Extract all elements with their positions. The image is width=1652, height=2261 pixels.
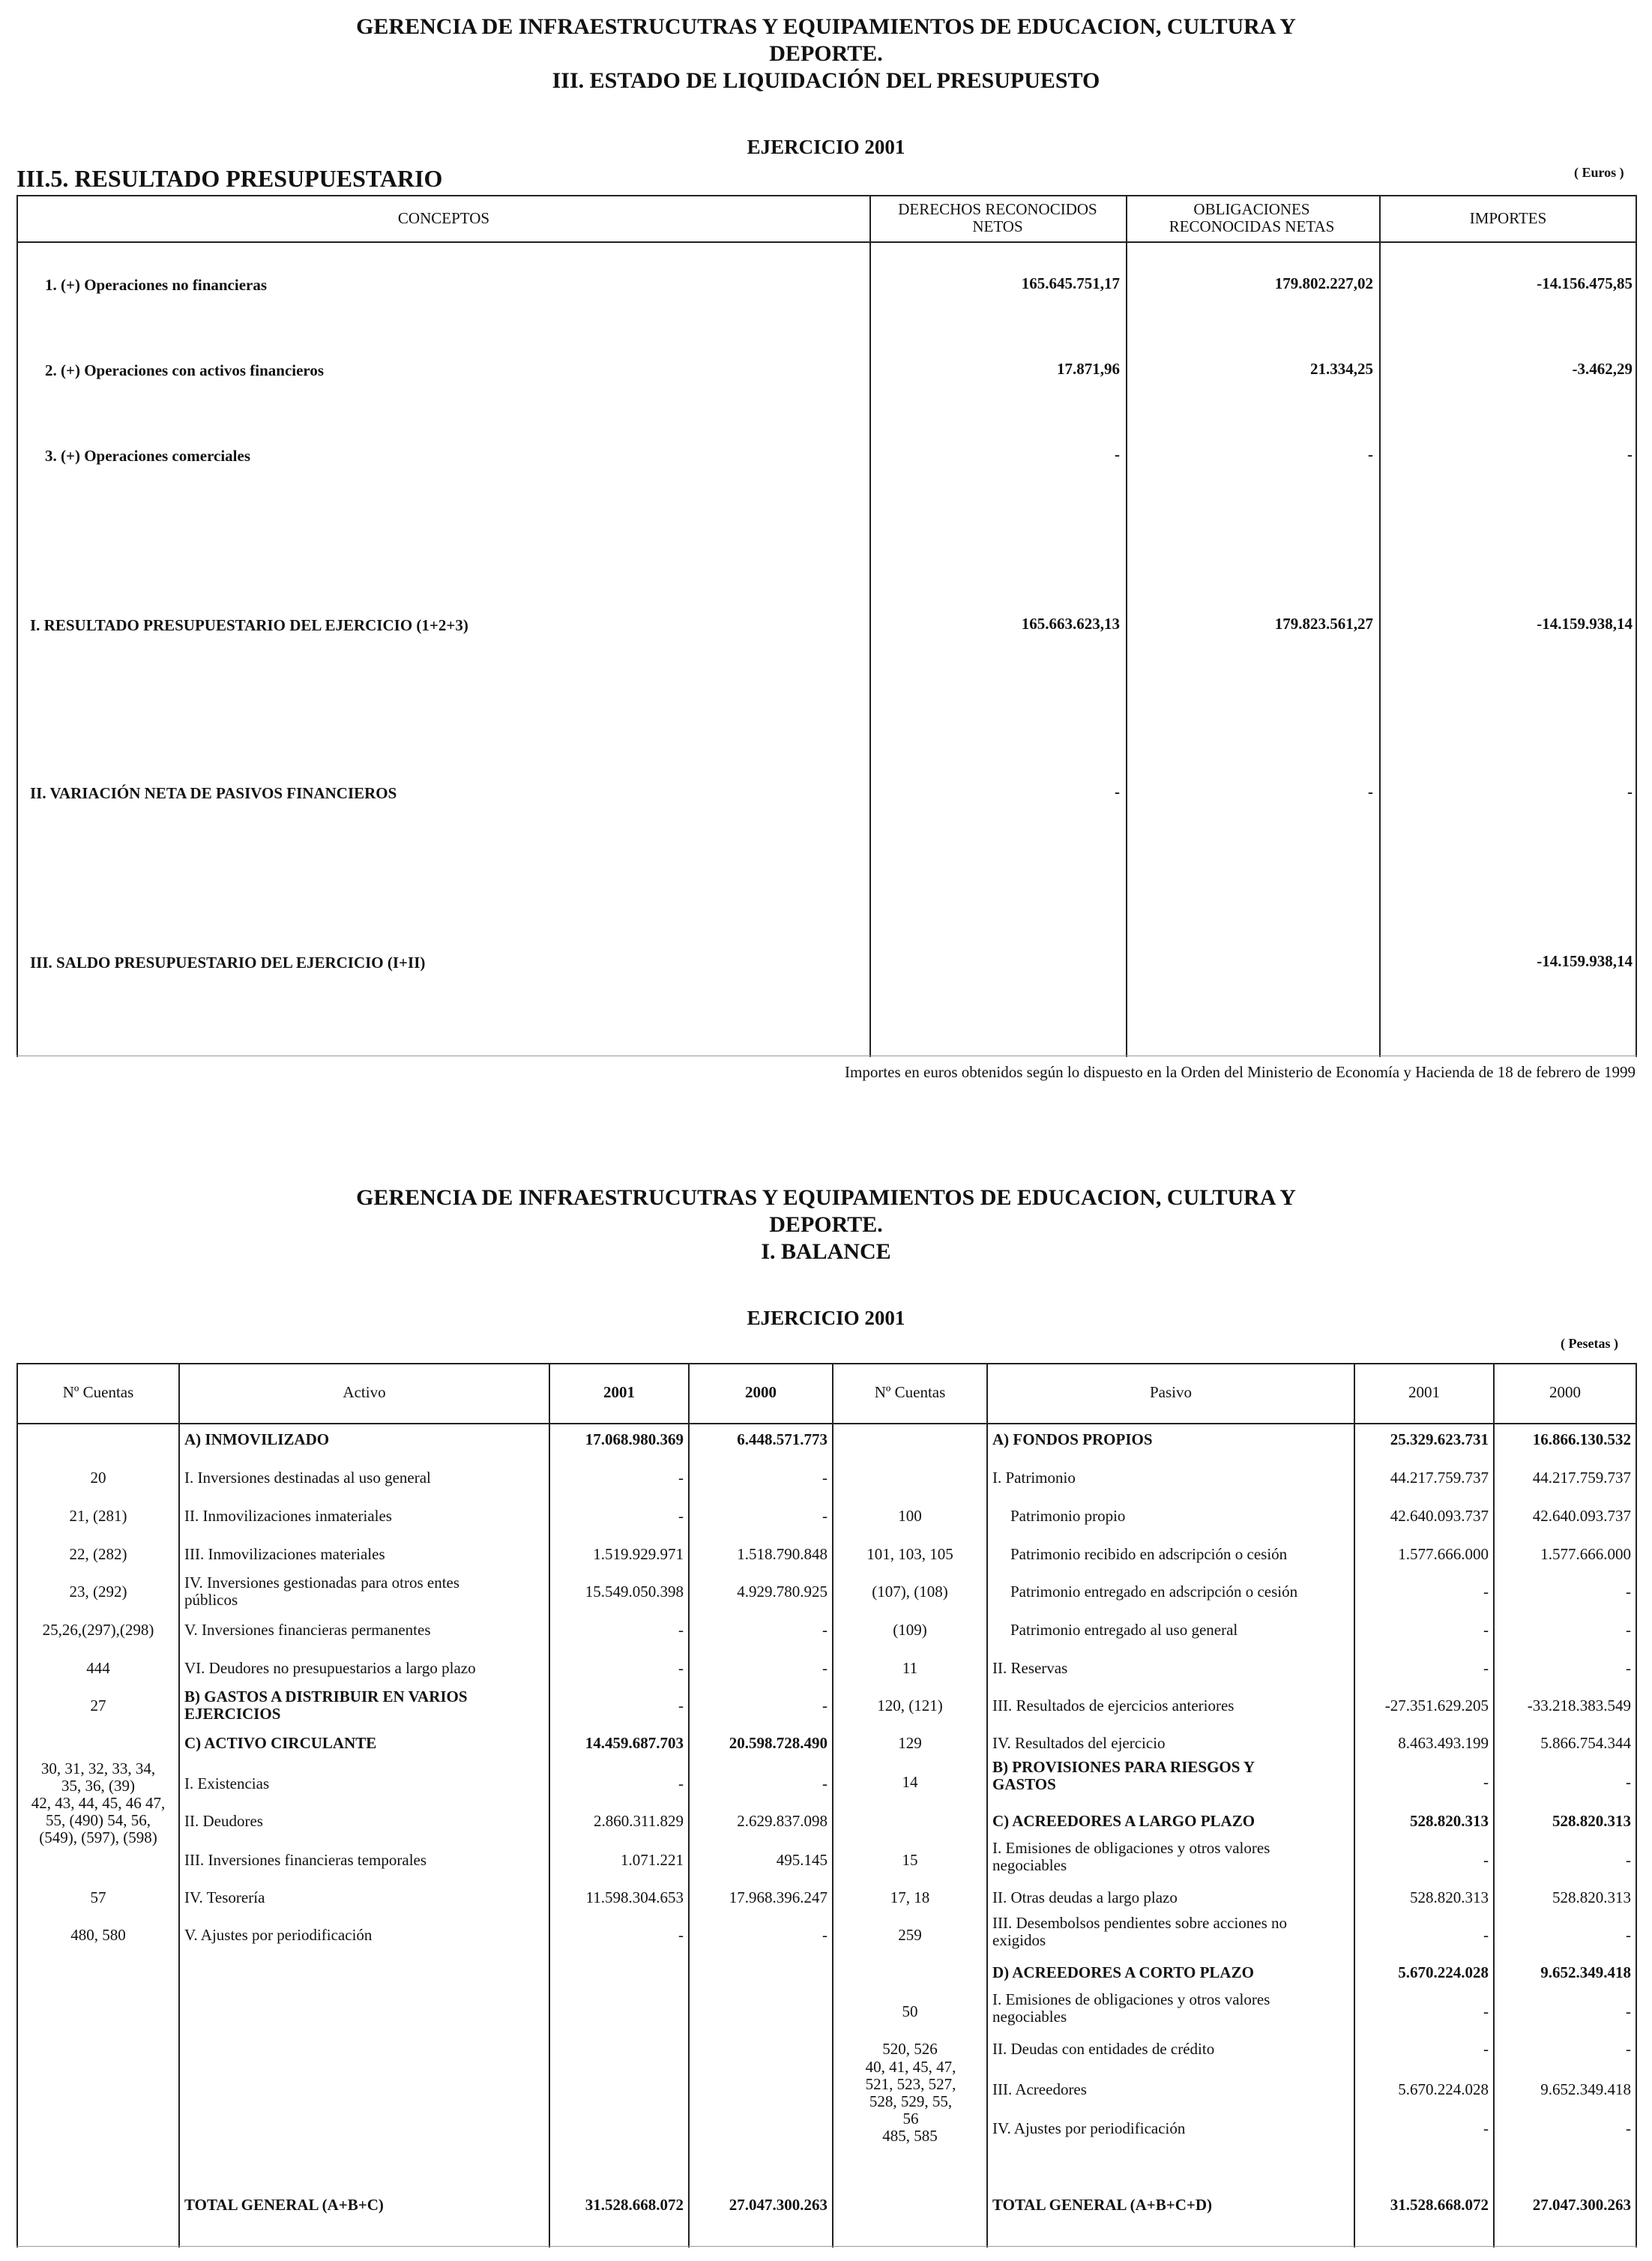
pasivo-cuentas: 129 — [898, 1734, 922, 1752]
activo-concepto: V. Ajustes por periodificación — [184, 1926, 373, 1944]
pasivo-2001: 528.820.313 — [1410, 1888, 1489, 1906]
importes: -14.159.938,14 — [1537, 952, 1633, 970]
activo-concepto: IV. Tesorería — [184, 1888, 265, 1906]
importes: -14.156.475,85 — [1537, 274, 1633, 292]
activo-cuentas: 42, 43, 44, 45, 46 47, 55, (490) 54, 56, (549), (597), (598) — [31, 1794, 166, 1846]
header-2001: 2001 — [603, 1383, 635, 1401]
pasivo-2001: - — [1483, 1583, 1489, 1601]
activo-cuentas: 21, (281) — [69, 1507, 127, 1525]
doc1-header-conceptos: CONCEPTOS — [397, 209, 490, 227]
concepto: I. RESULTADO PRESUPUESTARIO DEL EJERCICIO (1+2+3) — [30, 616, 468, 634]
pasivo-cuentas: 11 — [902, 1659, 918, 1677]
activo-2001: 2.860.311.829 — [594, 1812, 684, 1830]
activo-2000: - — [822, 1696, 827, 1714]
pasivo-2001: - — [1483, 1659, 1489, 1677]
pasivo-2001: - — [1483, 2040, 1489, 2058]
pasivo-2001: - — [1483, 1773, 1489, 1791]
pasivo-concepto: D) ACREEDORES A CORTO PLAZO — [992, 1963, 1254, 1981]
pasivo-concepto: III. Resultados de ejercicios anteriores — [992, 1696, 1235, 1714]
pasivo-2001: 42.640.093.737 — [1390, 1507, 1489, 1525]
importes: - — [1627, 783, 1633, 801]
concepto: 3. (+) Operaciones comerciales — [45, 447, 250, 465]
activo-cuentas: 22, (282) — [69, 1545, 127, 1563]
pasivo-concepto: I. Patrimonio — [992, 1469, 1076, 1487]
activo-cuentas: 20 — [90, 1469, 106, 1487]
pasivo-2000: 9.652.349.418 — [1540, 1963, 1631, 1981]
pasivo-concepto: III. Acreedores — [992, 2080, 1087, 2098]
pasivo-2001: 1.577.666.000 — [1398, 1545, 1489, 1563]
pasivo-2001: 31.528.668.072 — [1390, 2196, 1489, 2214]
pasivo-2000: - — [1626, 2002, 1631, 2020]
activo-2000: - — [822, 1659, 827, 1677]
activo-2000: - — [822, 1774, 827, 1792]
pasivo-2001: - — [1483, 1621, 1489, 1639]
concepto: III. SALDO PRESUPUESTARIO DEL EJERCICIO (I+II) — [30, 954, 426, 972]
obligaciones: 179.823.561,27 — [1274, 615, 1373, 633]
activo-2000: - — [822, 1469, 827, 1487]
activo-2001: 17.068.980.369 — [585, 1430, 684, 1448]
pasivo-2001: - — [1483, 2119, 1489, 2137]
pasivo-concepto: Patrimonio entregado en adscripción o cesión — [1010, 1583, 1298, 1601]
activo-concepto: B) GASTOS A DISTRIBUIR EN VARIOS EJERCICIOS — [184, 1688, 468, 1723]
pasivo-cuentas: 40, 41, 45, 47, 521, 523, 527, 528, 529, 55, 56 — [865, 2058, 956, 2128]
obligaciones: 21.334,25 — [1310, 360, 1373, 378]
header-pasivo: Pasivo — [1149, 1383, 1192, 1401]
activo-cuentas: 27 — [90, 1696, 106, 1714]
activo-2001: - — [678, 1926, 684, 1944]
pasivo-cuentas: 259 — [898, 1926, 922, 1944]
pasivo-concepto: Patrimonio entregado al uso general — [1010, 1621, 1238, 1639]
pasivo-2000: -33.218.383.549 — [1527, 1696, 1631, 1714]
pasivo-concepto: I. Emisiones de obligaciones y otros valores negociables — [992, 1839, 1270, 1874]
doc1-title-line3: III. ESTADO DE LIQUIDACIÓN DEL PRESUPUESTO — [552, 68, 1100, 93]
activo-concepto: IV. Inversiones gestionadas para otros entes públicos — [184, 1574, 460, 1609]
pasivo-2000: 9.652.349.418 — [1540, 2080, 1631, 2098]
activo-2001: 1.519.929.971 — [593, 1545, 684, 1563]
activo-2000: 2.629.837.098 — [737, 1812, 827, 1830]
pasivo-concepto: A) FONDOS PROPIOS — [992, 1430, 1153, 1448]
pasivo-2000: - — [1626, 1773, 1631, 1791]
activo-concepto: V. Inversiones financieras permanentes — [184, 1621, 431, 1639]
activo-2001: - — [678, 1774, 684, 1792]
activo-cuentas: 23, (292) — [69, 1583, 127, 1601]
pasivo-cuentas: 15 — [902, 1851, 918, 1869]
pasivo-concepto: I. Emisiones de obligaciones y otros valores negociables — [992, 1990, 1270, 2026]
pasivo-concepto: II. Otras deudas a largo plazo — [992, 1888, 1178, 1906]
header-2001-pasivo: 2001 — [1408, 1383, 1440, 1401]
header-cuentas: Nº Cuentas — [62, 1383, 134, 1401]
pasivo-2000: - — [1626, 1659, 1631, 1677]
pasivo-2001: 44.217.759.737 — [1390, 1469, 1489, 1487]
header-cuentas-pasivo: Nº Cuentas — [874, 1383, 946, 1401]
doc1-title-line2: DEPORTE. — [769, 41, 883, 66]
importes: - — [1627, 445, 1633, 463]
activo-2001: 11.598.304.653 — [585, 1888, 684, 1906]
pasivo-2000: 528.820.313 — [1552, 1888, 1631, 1906]
activo-2000: 20.598.728.490 — [729, 1734, 827, 1752]
activo-2000: 17.968.396.247 — [729, 1888, 827, 1906]
pasivo-2000: 42.640.093.737 — [1532, 1507, 1631, 1525]
pasivo-2001: 8.463.493.199 — [1398, 1734, 1489, 1752]
pasivo-cuentas: 101, 103, 105 — [866, 1545, 953, 1563]
activo-2000: 6.448.571.773 — [737, 1430, 827, 1448]
pasivo-2001: 5.670.224.028 — [1398, 1963, 1489, 1981]
pasivo-cuentas: (109) — [893, 1621, 927, 1639]
pasivo-cuentas: 14 — [902, 1773, 918, 1791]
pasivo-2001: 5.670.224.028 — [1398, 2080, 1489, 2098]
pasivo-concepto: Patrimonio propio — [1010, 1507, 1126, 1525]
pasivo-2000: 16.866.130.532 — [1532, 1430, 1631, 1448]
activo-2001: 15.549.050.398 — [585, 1583, 684, 1601]
pasivo-concepto: TOTAL GENERAL (A+B+C+D) — [992, 2196, 1213, 2214]
doc1-header-derechos: DERECHOS RECONOCIDOS NETOS — [898, 200, 1097, 235]
pasivo-2000: 27.047.300.263 — [1532, 2196, 1631, 2214]
activo-2001: 1.071.221 — [621, 1851, 684, 1869]
doc1-header-importes: IMPORTES — [1469, 209, 1547, 227]
pasivo-2000: 5.866.754.344 — [1540, 1734, 1631, 1752]
concepto: II. VARIACIÓN NETA DE PASIVOS FINANCIEROS — [30, 784, 397, 802]
pasivo-2000: 44.217.759.737 — [1532, 1469, 1631, 1487]
derechos: - — [1115, 445, 1120, 463]
pasivo-concepto: IV. Ajustes por periodificación — [992, 2119, 1186, 2137]
activo-2000: 4.929.780.925 — [737, 1583, 827, 1601]
pasivo-cuentas: 50 — [902, 2002, 918, 2020]
pasivo-2001: -27.351.629.205 — [1384, 1696, 1489, 1714]
pasivo-2000: - — [1626, 1621, 1631, 1639]
activo-2001: 31.528.668.072 — [585, 2196, 684, 2214]
activo-concepto: II. Inmovilizaciones inmateriales — [184, 1507, 392, 1525]
activo-concepto: A) INMOVILIZADO — [184, 1430, 330, 1448]
pasivo-2000: - — [1626, 1583, 1631, 1601]
pasivo-2000: - — [1626, 1926, 1631, 1944]
pasivo-2001: 25.329.623.731 — [1390, 1430, 1489, 1448]
doc2-unit: ( Pesetas ) — [1561, 1336, 1618, 1351]
activo-concepto: I. Inversiones destinadas al uso general — [184, 1469, 431, 1487]
pasivo-cuentas: 120, (121) — [877, 1696, 943, 1714]
obligaciones: 179.802.227,02 — [1274, 274, 1373, 292]
activo-2001: - — [678, 1507, 684, 1525]
activo-concepto: II. Deudores — [184, 1812, 263, 1830]
header-2000: 2000 — [745, 1383, 777, 1401]
pasivo-cuentas: 485, 585 — [882, 2127, 938, 2145]
activo-2000: - — [822, 1507, 827, 1525]
activo-2001: 14.459.687.703 — [585, 1734, 684, 1752]
pasivo-cuentas: 17, 18 — [890, 1888, 930, 1906]
pasivo-2000: - — [1626, 2119, 1631, 2137]
header-activo: Activo — [343, 1383, 386, 1401]
pasivo-concepto: Patrimonio recibido en adscripción o cesión — [1010, 1545, 1288, 1563]
doc1-ejercicio: EJERCICIO 2001 — [747, 136, 905, 158]
pasivo-concepto: II. Reservas — [992, 1659, 1068, 1677]
activo-cuentas: 444 — [86, 1659, 110, 1677]
derechos: 165.645.751,17 — [1021, 274, 1120, 292]
importes: -3.462,29 — [1572, 360, 1633, 378]
activo-concepto: TOTAL GENERAL (A+B+C) — [184, 2196, 384, 2214]
doc2-title-line3: I. BALANCE — [761, 1239, 891, 1264]
doc1-unit: ( Euros ) — [1574, 165, 1624, 180]
doc1-title-line1: GERENCIA DE INFRAESTRUCUTRAS Y EQUIPAMIENTOS DE EDUCACION, CULTURA Y — [356, 14, 1296, 39]
activo-concepto: III. Inmovilizaciones materiales — [184, 1545, 385, 1563]
activo-cuentas: 57 — [90, 1888, 106, 1906]
doc1-note: Importes en euros obtenidos según lo dispuesto en la Orden del Ministerio de Economía y Hacienda de 18 de febrero de 1999 — [845, 1063, 1636, 1081]
derechos: - — [1115, 783, 1120, 801]
doc2-title-line1: GERENCIA DE INFRAESTRUCUTRAS Y EQUIPAMIENTOS DE EDUCACION, CULTURA Y — [356, 1185, 1296, 1210]
doc2-title-line2: DEPORTE. — [769, 1212, 883, 1237]
activo-cuentas: 25,26,(297),(298) — [42, 1621, 154, 1639]
pasivo-2000: - — [1626, 2040, 1631, 2058]
pasivo-2001: - — [1483, 2002, 1489, 2020]
derechos: 165.663.623,13 — [1021, 615, 1120, 633]
doc2-ejercicio: EJERCICIO 2001 — [747, 1307, 905, 1329]
activo-2001: - — [678, 1469, 684, 1487]
activo-2000: - — [822, 1621, 827, 1639]
pasivo-concepto: IV. Resultados del ejercicio — [992, 1734, 1166, 1752]
doc1-header-obligaciones: OBLIGACIONES RECONOCIDAS NETAS — [1169, 200, 1335, 235]
header-2000-pasivo: 2000 — [1549, 1383, 1581, 1401]
activo-2000: 1.518.790.848 — [737, 1545, 827, 1563]
obligaciones: - — [1368, 445, 1373, 463]
obligaciones: - — [1368, 783, 1373, 801]
doc1-section-title: III.5. RESULTADO PRESUPUESTARIO — [16, 165, 443, 192]
importes: -14.159.938,14 — [1537, 615, 1633, 633]
pasivo-2001: - — [1483, 1851, 1489, 1869]
pasivo-cuentas: (107), (108) — [872, 1583, 948, 1601]
pasivo-2000: - — [1626, 1851, 1631, 1869]
activo-concepto: C) ACTIVO CIRCULANTE — [184, 1734, 377, 1752]
activo-cuentas: 30, 31, 32, 33, 34, 35, 36, (39) — [40, 1759, 156, 1795]
pasivo-concepto: III. Desembolsos pendientes sobre acciones no exigidos — [992, 1914, 1288, 1949]
pasivo-2000: 528.820.313 — [1552, 1812, 1631, 1830]
activo-2001: - — [678, 1621, 684, 1639]
pasivo-concepto: B) PROVISIONES PARA RIESGOS Y GASTOS — [992, 1758, 1255, 1793]
activo-concepto: III. Inversiones financieras temporales — [184, 1851, 427, 1869]
pasivo-concepto: C) ACREEDORES A LARGO PLAZO — [992, 1812, 1255, 1830]
pasivo-2001: 528.820.313 — [1410, 1812, 1489, 1830]
pasivo-cuentas: 520, 526 — [882, 2040, 938, 2058]
activo-2000: 27.047.300.263 — [729, 2196, 827, 2214]
activo-concepto: VI. Deudores no presupuestarios a largo plazo — [184, 1659, 476, 1677]
activo-2000: 495.145 — [776, 1851, 827, 1869]
activo-cuentas: 480, 580 — [70, 1926, 126, 1944]
activo-2001: - — [678, 1696, 684, 1714]
concepto: 1. (+) Operaciones no financieras — [45, 276, 268, 294]
pasivo-concepto: II. Deudas con entidades de crédito — [992, 2040, 1215, 2058]
pasivo-2000: 1.577.666.000 — [1540, 1545, 1631, 1563]
concepto: 2. (+) Operaciones con activos financieros — [45, 361, 325, 379]
activo-2000: - — [822, 1926, 827, 1944]
derechos: 17.871,96 — [1057, 360, 1120, 378]
pasivo-2001: - — [1483, 1926, 1489, 1944]
activo-2001: - — [678, 1659, 684, 1677]
pasivo-cuentas: 100 — [898, 1507, 922, 1525]
activo-concepto: I. Existencias — [184, 1774, 270, 1792]
